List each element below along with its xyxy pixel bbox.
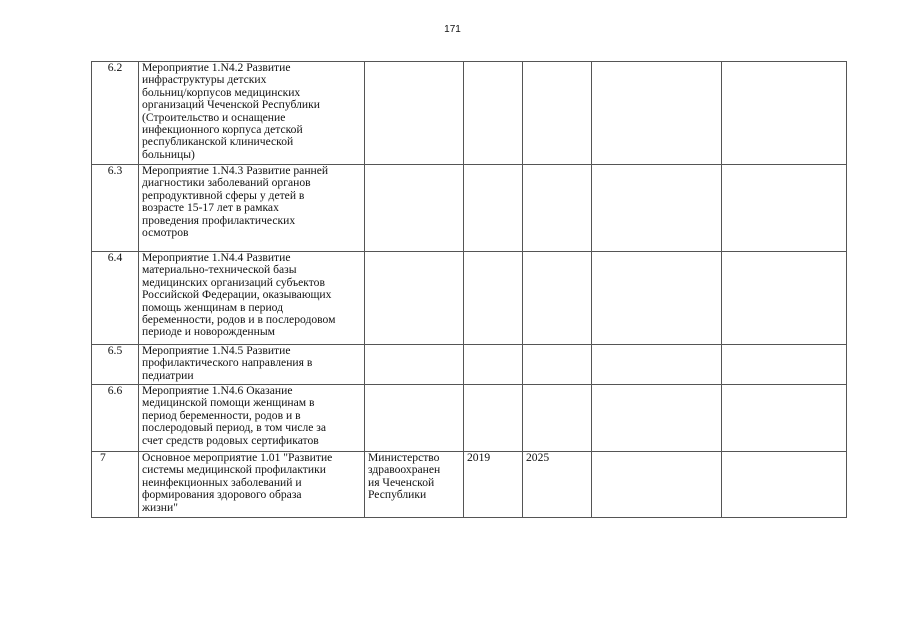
- end-year-cell: [523, 62, 592, 165]
- measure-description: Мероприятие 1.N4.4 Развитие материально-технической базы медицинских организаций субъектов Российской Федерации, оказывающих помощь женщинам в период беременности, родов и в послеродовом периоде и новорожденным: [139, 252, 365, 345]
- table-row: [92, 452, 847, 518]
- page-number: 171: [444, 24, 461, 35]
- result-cell: [592, 385, 722, 452]
- note-cell: [722, 165, 847, 252]
- executor-cell: Министерство здравоохранен ия Чеченской Республики: [365, 452, 464, 518]
- executor-cell: [365, 345, 464, 385]
- result-cell: [592, 165, 722, 252]
- start-year-cell: [464, 385, 523, 452]
- start-year-cell: [464, 62, 523, 165]
- table-row: [92, 252, 847, 345]
- note-cell: [722, 62, 847, 165]
- result-cell: [592, 452, 722, 518]
- start-year-cell: [464, 252, 523, 345]
- result-cell: [592, 62, 722, 165]
- end-year-cell: [523, 385, 592, 452]
- note-cell: [722, 452, 847, 518]
- start-year-cell: 2019: [464, 452, 523, 518]
- table-row: [92, 345, 847, 385]
- table-row: [92, 165, 847, 252]
- measure-description: Основное мероприятие 1.01 "Развитие системы медицинской профилактики неинфекционных заболеваний и формирования здорового образа жизни": [139, 452, 365, 518]
- note-cell: [722, 345, 847, 385]
- measure-description: Мероприятие 1.N4.2 Развитие инфраструктуры детских больниц/корпусов медицинских организаций Чеченской Республики (Строительство и оснащение инфекционного корпуса детской республиканской клинической больницы): [139, 62, 365, 165]
- row-number: 6.2: [92, 62, 139, 165]
- note-cell: [722, 385, 847, 452]
- end-year-cell: [523, 165, 592, 252]
- executor-cell: [365, 385, 464, 452]
- row-number: 6.5: [92, 345, 139, 385]
- row-number: 7: [92, 452, 139, 518]
- table-row: [92, 62, 847, 165]
- measure-description: Мероприятие 1.N4.3 Развитие ранней диагностики заболеваний органов репродуктивной сферы у детей в возрасте 15-17 лет в рамках проведения профилактических осмотров: [139, 165, 365, 252]
- executor-cell: [365, 252, 464, 345]
- start-year-cell: [464, 165, 523, 252]
- executor-cell: [365, 165, 464, 252]
- result-cell: [592, 345, 722, 385]
- result-cell: [592, 252, 722, 345]
- measures-table: [91, 61, 847, 518]
- row-number: 6.4: [92, 252, 139, 345]
- start-year-cell: [464, 345, 523, 385]
- executor-cell: [365, 62, 464, 165]
- note-cell: [722, 252, 847, 345]
- measure-description: Мероприятие 1.N4.5 Развитие профилактического направления в педиатрии: [139, 345, 365, 385]
- end-year-cell: [523, 252, 592, 345]
- measure-description: Мероприятие 1.N4.6 Оказание медицинской помощи женщинам в период беременности, родов и в послеродовый период, в том числе за счет средств родовых сертификатов: [139, 385, 365, 452]
- table-row: [92, 385, 847, 452]
- row-number: 6.6: [92, 385, 139, 452]
- end-year-cell: [523, 345, 592, 385]
- row-number: 6.3: [92, 165, 139, 252]
- end-year-cell: 2025: [523, 452, 592, 518]
